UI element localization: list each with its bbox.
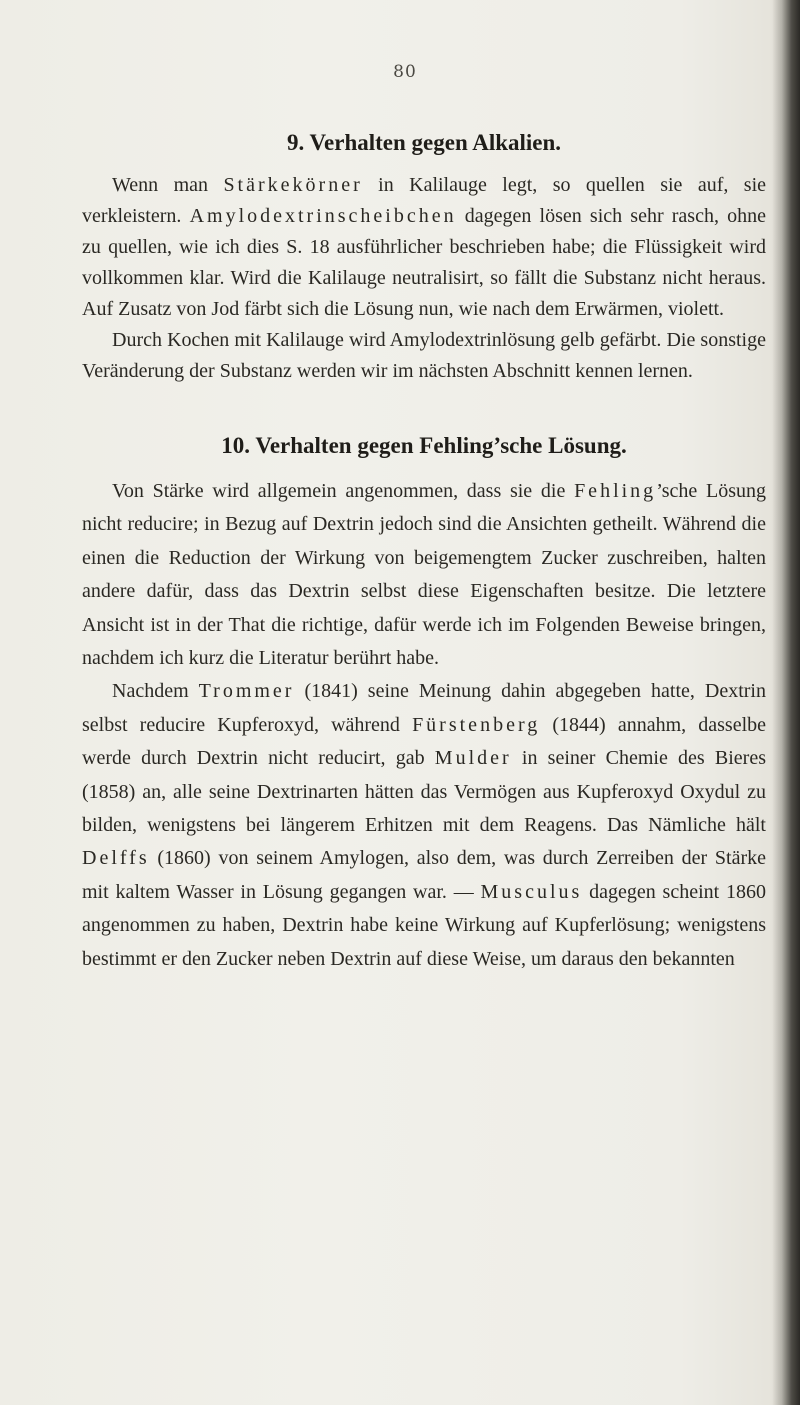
text-block (82, 128, 766, 976)
spaced-name: Amylodextrinscheibchen (189, 205, 457, 227)
spaced-name: Fürstenberg (412, 713, 541, 736)
section-fehling (82, 431, 766, 976)
spaced-name: Trommer (198, 680, 295, 703)
book-binding-edge (772, 0, 800, 1405)
paragraph: Nachdem Trommer (1841) seine Meinung dahin abgegeben hatte, Dextrin selbst reducire Kupferoxyd, während Fürstenberg (1844) annahm, dasselbe werde durch Dextrin nicht reducirt, gab Mulder in seiner Chemie des Bieres (1858) an, alle seine Dextrinarten hätten das Vermögen aus Kupferoxyd Oxydul zu bilden, wenigstens bei längerem Erhitzen mit dem Reagens. Das Nämliche hält Delffs (1860) von seinem Amylogen, also dem, was durch Zerreiben der Stärke mit kaltem Wasser in Lösung gegangen war. — Musculus dagegen scheint 1860 angenommen zu haben, Dextrin habe keine Wirkung auf Kupferlösung; wenigstens bestimmt er den Zucker neben Dextrin auf diese Weise, um daraus den bekannten (82, 680, 767, 970)
section-title-fehling: 10. Verhalten gegen Fehling’sche Lösung. (221, 433, 627, 458)
section-title-alkalien: 9. Verhalten gegen Alkalien. (286, 130, 562, 155)
spaced-name: Musculus (480, 880, 583, 903)
paragraph: Wenn man Stärkekörner in Kalilauge legt, so quellen sie auf, sie verkleistern. Amylodextrinscheibchen dagegen lösen sich sehr rasch, ohne zu quellen, wie ich dies S. 18 ausführlicher beschrieben habe; die Flüssigkeit wird vollkommen klar. Wird die Kalilauge neutralisirt, so fällt die Substanz nicht heraus. Auf Zusatz von Jod färbt sich die Lösung nun, wie nach dem Erwärmen, violett. (82, 174, 766, 320)
spaced-name: Fehling (574, 480, 657, 502)
paragraph: Von Stärke wird allgemein angenommen, dass sie die Fehling’sche Lösung nicht reducire; in Bezug auf Dextrin jedoch sind die Ansichten getheilt. Während die einen die Reduction der Wirkung von beigemengtem Zucker zuschreiben, halten andere dafür, dass das Dextrin selbst diese Eigenschaften besitze. Die letztere Ansicht ist in der That die richtige, dafür werde ich im Folgenden Beweise bringen, nachdem ich kurz die Literatur berührt habe. (82, 480, 766, 670)
spaced-name: Mulder (434, 747, 512, 770)
spaced-name: Stärkekörner (223, 174, 363, 196)
spaced-name: Delffs (82, 847, 150, 870)
page-number: 80 (393, 62, 417, 82)
paragraph: Durch Kochen mit Kalilauge wird Amylodextrinlösung gelb gefärbt. Die sonstige Veränderung der Substanz werden wir im nächsten Abschnitt kennen lernen. (82, 329, 766, 382)
section-alkalien (82, 128, 766, 387)
